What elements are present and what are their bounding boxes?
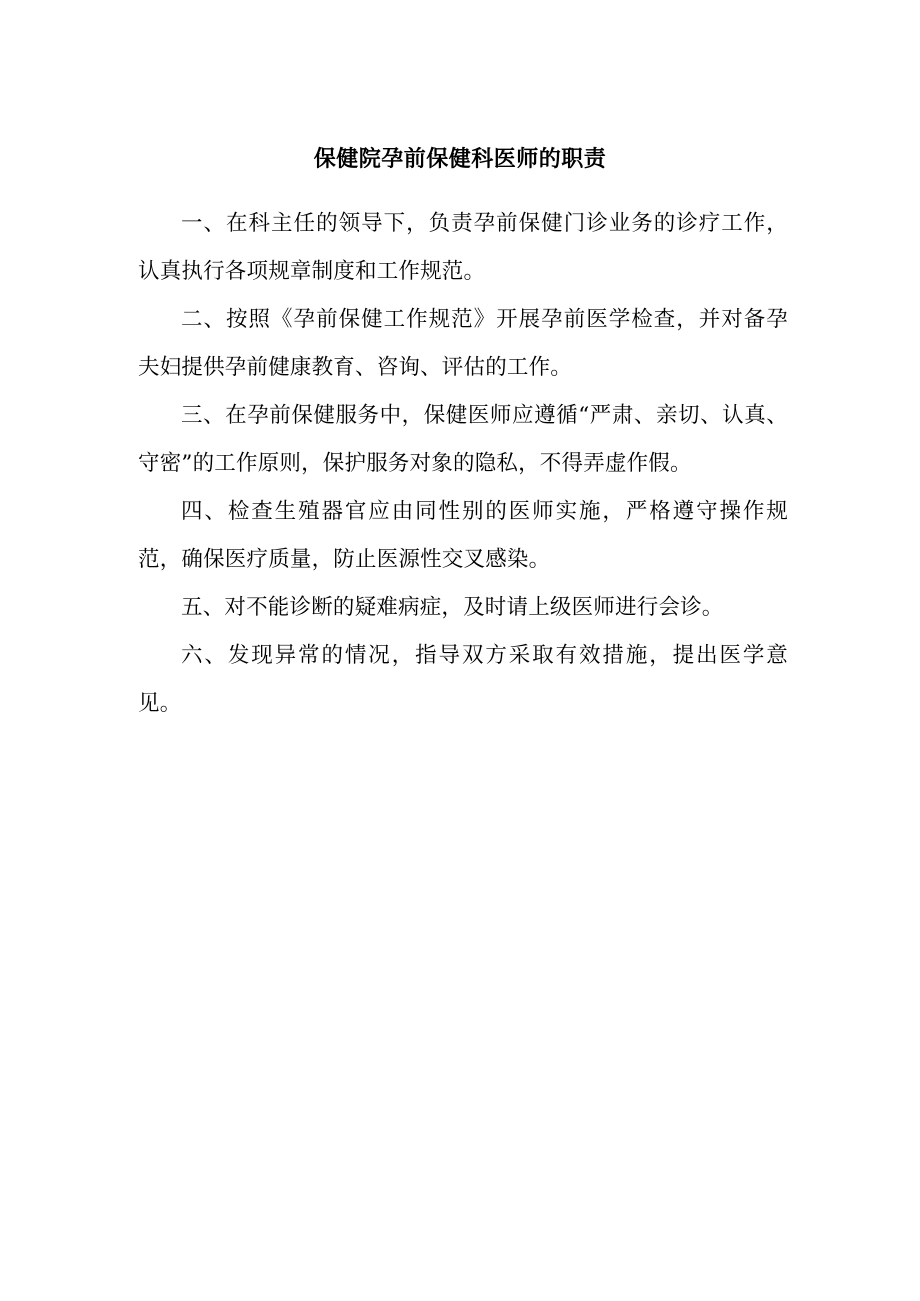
paragraph-1: 一、在科主任的领导下，负责孕前保健门诊业务的诊疗工作，认真执行各项规章制度和工作规范。: [138, 211, 788, 284]
paragraph-2: 二、按照《孕前保健工作规范》开展孕前医学检查，并对备孕夫妇提供孕前健康教育、咨询、评估的工作。: [138, 307, 788, 380]
paragraph-3: 三、在孕前保健服务中，保健医师应遵循“严肃、亲切、认真、守密”的工作原则，保护服务对象的隐私，不得弄虚作假。: [138, 403, 788, 476]
document-body: [138, 200, 788, 728]
paragraph-6: 六、发现异常的情况，指导双方采取有效措施，提出医学意见。: [138, 643, 788, 716]
paragraph-4: 四、检查生殖器官应由同性别的医师实施，严格遵守操作规范，确保医疗质量，防止医源性交叉感染。: [138, 499, 788, 572]
document-title: 保健院孕前保健科医师的职责: [313, 146, 607, 172]
paragraph-5: 五、对不能诊断的疑难病症，及时请上级医师进行会诊。: [181, 595, 724, 620]
